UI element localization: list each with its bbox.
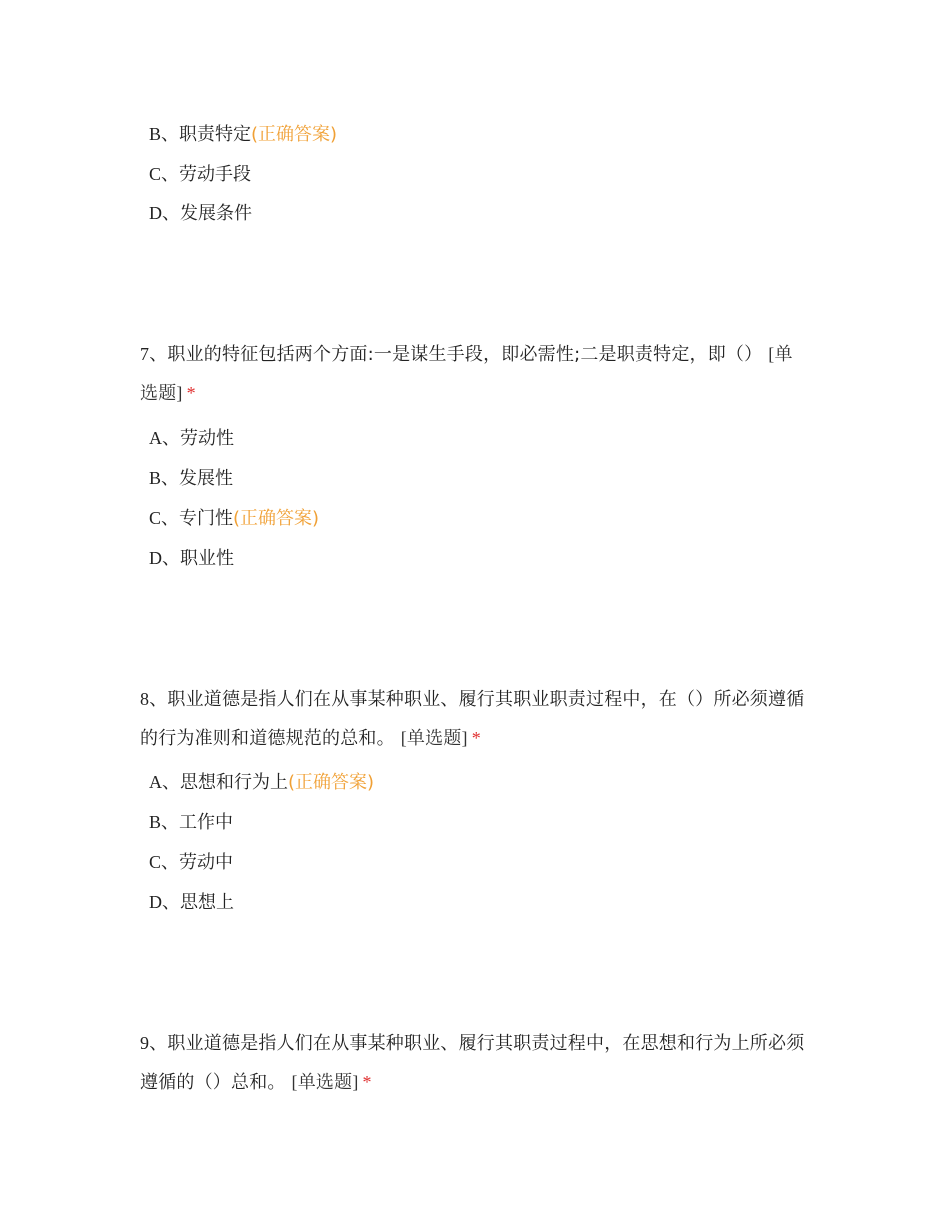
question-number: 8、 bbox=[140, 689, 168, 709]
option-6-d bbox=[149, 201, 252, 226]
question-type-label: [单选题] bbox=[291, 1072, 359, 1092]
option-letter: A、 bbox=[149, 428, 180, 448]
question-title bbox=[140, 1024, 808, 1102]
option-6-c bbox=[149, 162, 251, 187]
option-8-c bbox=[149, 850, 233, 875]
question-type-label: [单选题] bbox=[400, 728, 468, 748]
correct-answer-tag: (正确答案) bbox=[251, 124, 338, 145]
question-title bbox=[140, 335, 808, 413]
option-text: 专门性 bbox=[179, 508, 234, 529]
option-7-d bbox=[149, 546, 234, 571]
option-text: 劳动手段 bbox=[179, 164, 252, 185]
option-letter: C、 bbox=[149, 852, 180, 872]
required-mark: * bbox=[186, 383, 196, 403]
option-text: 劳动性 bbox=[180, 428, 234, 449]
option-letter: C、 bbox=[149, 508, 180, 528]
option-7-a bbox=[149, 426, 234, 451]
option-8-d bbox=[149, 890, 234, 915]
question-stem: 职业的特征包括两个方面:一是谋生手段，即必需性;二是职责特定，即（） bbox=[167, 344, 763, 365]
option-text: 劳动中 bbox=[179, 852, 234, 873]
option-text: 职业性 bbox=[180, 548, 234, 569]
option-text: 发展性 bbox=[179, 468, 234, 489]
question-type-label: [单选题] bbox=[140, 344, 793, 403]
question-stem: 职业道德是指人们在从事某种职业、履行其职责过程中，在思想和行为上所必须遵循的（）总和。 bbox=[140, 1033, 805, 1093]
option-letter: B、 bbox=[149, 812, 180, 832]
required-mark: * bbox=[362, 1072, 372, 1092]
question-number: 9、 bbox=[140, 1033, 168, 1053]
option-7-c bbox=[149, 506, 319, 531]
option-8-a bbox=[149, 770, 374, 795]
option-letter: A、 bbox=[149, 772, 180, 792]
required-mark: * bbox=[471, 728, 481, 748]
option-6-b bbox=[149, 122, 337, 147]
option-text: 思想上 bbox=[180, 892, 234, 913]
option-letter: D、 bbox=[149, 892, 180, 912]
option-letter: D、 bbox=[149, 548, 180, 568]
option-text: 发展条件 bbox=[180, 203, 252, 224]
correct-answer-tag: (正确答案) bbox=[233, 508, 320, 529]
option-text: 工作中 bbox=[179, 812, 234, 833]
question-number: 7、 bbox=[140, 344, 168, 364]
option-text: 思想和行为上 bbox=[180, 772, 288, 793]
option-letter: D、 bbox=[149, 203, 180, 223]
option-7-b bbox=[149, 466, 233, 491]
option-letter: C、 bbox=[149, 164, 180, 184]
option-text: 职责特定 bbox=[179, 124, 252, 145]
question-title bbox=[140, 680, 808, 758]
correct-answer-tag: (正确答案) bbox=[288, 772, 375, 793]
question-stem: 职业道德是指人们在从事某种职业、履行其职业职责过程中，在（）所必须遵循的行为准则和道德规范的总和。 bbox=[140, 689, 805, 749]
option-letter: B、 bbox=[149, 124, 180, 144]
option-letter: B、 bbox=[149, 468, 180, 488]
option-8-b bbox=[149, 810, 233, 835]
